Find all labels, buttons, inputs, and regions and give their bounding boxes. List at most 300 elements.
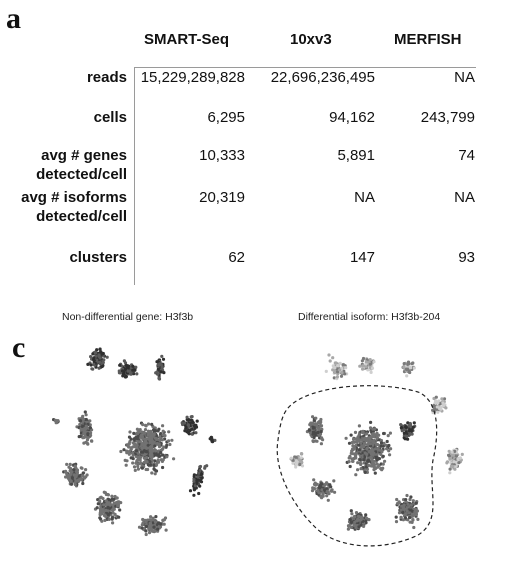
cell-point bbox=[167, 430, 170, 433]
cell-point bbox=[385, 447, 388, 450]
cell-point bbox=[161, 424, 164, 427]
cell-cluster bbox=[75, 410, 93, 445]
cell-point bbox=[139, 461, 142, 464]
table-cell: 5,891 bbox=[337, 147, 375, 164]
cell-point bbox=[141, 423, 144, 426]
table-cell: NA bbox=[354, 189, 375, 206]
cell-point bbox=[115, 501, 118, 504]
cell-point bbox=[197, 472, 200, 475]
cell-cluster bbox=[181, 415, 199, 436]
cell-point bbox=[79, 419, 82, 422]
cell-point bbox=[162, 445, 165, 448]
cell-point bbox=[99, 510, 102, 513]
cell-point bbox=[162, 433, 165, 436]
cell-point bbox=[338, 368, 341, 371]
cell-point bbox=[348, 460, 351, 463]
cell-point bbox=[369, 363, 372, 366]
cell-point bbox=[347, 525, 350, 528]
cell-point bbox=[374, 472, 377, 475]
cell-point bbox=[149, 522, 152, 525]
cell-point bbox=[165, 529, 168, 532]
cell-point bbox=[376, 466, 379, 469]
cell-point bbox=[339, 362, 342, 365]
cell-point bbox=[186, 416, 189, 419]
column-header-10xv3: 10xv3 bbox=[290, 31, 332, 48]
table-cell: 147 bbox=[349, 249, 375, 266]
cell-point bbox=[192, 480, 195, 483]
cell-cluster bbox=[94, 491, 122, 525]
cell-point bbox=[74, 483, 77, 486]
cell-point bbox=[86, 432, 89, 435]
cell-point bbox=[189, 489, 192, 492]
cell-point bbox=[314, 417, 317, 420]
cell-point bbox=[152, 467, 155, 470]
cell-point bbox=[333, 491, 336, 494]
cell-point bbox=[145, 447, 148, 450]
cell-point bbox=[155, 370, 158, 373]
cell-point bbox=[375, 443, 378, 446]
table-cell: 6,295 bbox=[207, 109, 245, 126]
cell-point bbox=[152, 526, 155, 529]
cell-point bbox=[355, 511, 358, 514]
cell-point bbox=[163, 518, 166, 521]
cell-point bbox=[135, 449, 138, 452]
cell-point bbox=[395, 520, 398, 523]
cell-point bbox=[156, 453, 159, 456]
cell-point bbox=[327, 353, 330, 356]
cell-point bbox=[102, 361, 105, 364]
cell-point bbox=[400, 508, 403, 511]
cell-point bbox=[324, 483, 327, 486]
table-cell: 94,162 bbox=[329, 109, 375, 126]
cell-point bbox=[162, 371, 165, 374]
cell-point bbox=[143, 461, 146, 464]
cell-point bbox=[308, 429, 311, 432]
cell-point bbox=[403, 504, 406, 507]
cell-point bbox=[192, 494, 195, 497]
cell-point bbox=[147, 463, 150, 466]
cell-point bbox=[415, 502, 418, 505]
cell-point bbox=[371, 367, 374, 370]
cell-point bbox=[340, 371, 343, 374]
table-vertical-rule bbox=[134, 67, 135, 285]
cell-point bbox=[131, 451, 134, 454]
cell-point bbox=[131, 365, 134, 368]
cell-point bbox=[439, 408, 442, 411]
cell-point bbox=[412, 499, 415, 502]
row-label-line: reads bbox=[86, 69, 127, 86]
cell-point bbox=[380, 468, 383, 471]
cell-point bbox=[412, 526, 415, 529]
cell-point bbox=[125, 451, 128, 454]
cell-point bbox=[328, 483, 331, 486]
cell-point bbox=[65, 463, 68, 466]
cell-point bbox=[395, 516, 398, 519]
cell-point bbox=[85, 413, 88, 416]
cell-point bbox=[300, 452, 303, 455]
cell-cluster bbox=[52, 418, 60, 424]
cell-point bbox=[352, 441, 355, 444]
cell-point bbox=[355, 440, 358, 443]
cell-point bbox=[312, 478, 315, 481]
cell-point bbox=[406, 503, 409, 506]
cell-point bbox=[358, 433, 361, 436]
cell-cluster bbox=[395, 494, 420, 529]
cell-point bbox=[320, 436, 323, 439]
cell-cluster bbox=[154, 355, 165, 381]
cell-point bbox=[136, 459, 139, 462]
cell-point bbox=[311, 415, 314, 418]
cell-point bbox=[398, 511, 401, 514]
cell-point bbox=[380, 441, 383, 444]
cell-point bbox=[359, 458, 362, 461]
cell-cluster bbox=[189, 464, 208, 497]
cell-point bbox=[98, 361, 101, 364]
column-header-smart-seq: SMART-Seq bbox=[144, 31, 230, 48]
cell-point bbox=[399, 516, 402, 519]
cell-point bbox=[154, 472, 157, 475]
cell-point bbox=[362, 438, 365, 441]
cell-point bbox=[408, 429, 411, 432]
cell-point bbox=[79, 435, 82, 438]
cell-point bbox=[77, 479, 80, 482]
cell-point bbox=[361, 368, 364, 371]
cell-point bbox=[133, 445, 136, 448]
cell-point bbox=[111, 518, 114, 521]
cell-point bbox=[116, 496, 119, 499]
cell-point bbox=[329, 359, 332, 362]
panel-letter-c: c bbox=[12, 331, 26, 364]
cell-point bbox=[90, 363, 93, 366]
cell-point bbox=[105, 499, 108, 502]
panel-letter-a: a bbox=[6, 2, 21, 35]
cell-point bbox=[132, 432, 135, 435]
cell-point bbox=[111, 521, 114, 524]
cell-point bbox=[362, 525, 365, 528]
cell-point bbox=[367, 436, 370, 439]
cell-point bbox=[295, 459, 298, 462]
cell-point bbox=[150, 471, 153, 474]
cell-point bbox=[345, 437, 348, 440]
cell-point bbox=[344, 366, 347, 369]
cell-point bbox=[148, 531, 151, 534]
cell-point bbox=[149, 449, 152, 452]
cell-point bbox=[141, 522, 144, 525]
cell-point bbox=[332, 479, 335, 482]
cell-cluster bbox=[290, 452, 305, 469]
cell-point bbox=[459, 456, 462, 459]
cell-point bbox=[398, 501, 401, 504]
cell-point bbox=[376, 463, 379, 466]
table-cell: 93 bbox=[458, 249, 475, 266]
cell-point bbox=[371, 435, 374, 438]
cell-point bbox=[144, 529, 147, 532]
cell-cluster bbox=[347, 509, 371, 531]
cell-point bbox=[118, 508, 121, 511]
cell-point bbox=[313, 487, 316, 490]
cell-point bbox=[319, 425, 322, 428]
cell-point bbox=[375, 432, 378, 435]
cell-point bbox=[356, 468, 359, 471]
cell-point bbox=[291, 462, 294, 465]
cell-point bbox=[165, 455, 168, 458]
cell-point bbox=[413, 421, 416, 424]
cell-point bbox=[411, 521, 414, 524]
cell-point bbox=[362, 364, 365, 367]
table-cell: NA bbox=[454, 69, 475, 86]
cell-point bbox=[388, 453, 391, 456]
cell-point bbox=[118, 364, 121, 367]
cell-point bbox=[369, 421, 372, 424]
cell-point bbox=[389, 447, 392, 450]
cell-point bbox=[162, 430, 165, 433]
cell-point bbox=[372, 468, 375, 471]
cell-point bbox=[83, 427, 86, 430]
cell-point bbox=[94, 351, 97, 354]
cell-cluster bbox=[62, 463, 89, 488]
cell-point bbox=[409, 422, 412, 425]
cell-point bbox=[126, 443, 129, 446]
cell-point bbox=[157, 428, 160, 431]
cell-point bbox=[103, 519, 106, 522]
cell-point bbox=[312, 440, 315, 443]
cell-point bbox=[411, 518, 414, 521]
cell-point bbox=[196, 420, 199, 423]
cell-point bbox=[295, 463, 298, 466]
row-label-line: avg # isoforms bbox=[21, 189, 127, 206]
row-label-line: detected/cell bbox=[36, 208, 127, 225]
cell-point bbox=[184, 427, 187, 430]
cell-point bbox=[389, 432, 392, 435]
cell-point bbox=[148, 525, 151, 528]
cell-point bbox=[122, 448, 125, 451]
cell-point bbox=[190, 432, 193, 435]
cell-point bbox=[105, 493, 108, 496]
cell-cluster bbox=[306, 415, 324, 445]
cell-point bbox=[320, 430, 323, 433]
cell-point bbox=[408, 433, 411, 436]
cell-point bbox=[112, 498, 115, 501]
cell-point bbox=[347, 528, 350, 531]
cell-point bbox=[89, 426, 92, 429]
cell-point bbox=[325, 370, 328, 373]
cell-point bbox=[333, 369, 336, 372]
cell-point bbox=[92, 363, 95, 366]
cell-point bbox=[163, 523, 166, 526]
cell-point bbox=[312, 427, 315, 430]
cell-cluster bbox=[431, 396, 448, 415]
cell-point bbox=[365, 360, 368, 363]
cell-point bbox=[205, 464, 208, 467]
cell-point bbox=[400, 426, 403, 429]
cell-point bbox=[190, 419, 193, 422]
cell-point bbox=[320, 442, 323, 445]
cell-point bbox=[405, 430, 408, 433]
cell-point bbox=[165, 444, 168, 447]
cell-cluster bbox=[402, 361, 416, 378]
cell-point bbox=[366, 460, 369, 463]
row-label-line: clusters bbox=[69, 249, 127, 266]
cell-point bbox=[158, 377, 161, 380]
cell-point bbox=[408, 511, 411, 514]
cell-point bbox=[139, 458, 142, 461]
row-label-cells bbox=[94, 108, 127, 127]
cell-point bbox=[358, 424, 361, 427]
cell-point bbox=[319, 420, 322, 423]
cell-cluster bbox=[358, 357, 375, 374]
cell-point bbox=[405, 435, 408, 438]
cell-point bbox=[131, 461, 134, 464]
cell-point bbox=[211, 440, 214, 443]
cell-point bbox=[84, 468, 87, 471]
cell-point bbox=[143, 440, 146, 443]
cell-point bbox=[350, 512, 353, 515]
cell-point bbox=[125, 375, 128, 378]
cell-point bbox=[110, 495, 113, 498]
cell-point bbox=[380, 450, 383, 453]
table-cell: NA bbox=[454, 189, 475, 206]
cell-point bbox=[78, 423, 81, 426]
cell-point bbox=[88, 419, 91, 422]
cell-point bbox=[140, 434, 143, 437]
cell-point bbox=[155, 437, 158, 440]
table-cell: 74 bbox=[458, 147, 475, 164]
cell-point bbox=[127, 365, 130, 368]
cell-point bbox=[187, 431, 190, 434]
cell-point bbox=[158, 362, 161, 365]
cell-point bbox=[330, 490, 333, 493]
row-label-reads bbox=[87, 68, 127, 87]
cell-point bbox=[147, 422, 150, 425]
cell-point bbox=[84, 475, 87, 478]
cell-point bbox=[353, 515, 356, 518]
cell-point bbox=[73, 473, 76, 476]
right-plot-title: Differential isoform: H3f3b-204 bbox=[298, 311, 441, 323]
cell-point bbox=[363, 443, 366, 446]
cell-point bbox=[376, 436, 379, 439]
cell-point bbox=[413, 366, 416, 369]
cell-point bbox=[143, 457, 146, 460]
cell-point bbox=[71, 476, 74, 479]
cell-cluster bbox=[138, 515, 168, 536]
cell-point bbox=[160, 448, 163, 451]
cell-point bbox=[160, 355, 163, 358]
cell-point bbox=[136, 428, 139, 431]
cell-point bbox=[105, 509, 108, 512]
cell-point bbox=[361, 430, 364, 433]
cell-point bbox=[371, 460, 374, 463]
cell-point bbox=[157, 521, 160, 524]
cell-point bbox=[98, 355, 101, 358]
cell-point bbox=[82, 418, 85, 421]
cell-point bbox=[411, 361, 414, 364]
cell-point bbox=[92, 356, 95, 359]
cell-point bbox=[350, 452, 353, 455]
cell-point bbox=[436, 411, 439, 414]
cell-point bbox=[161, 438, 164, 441]
table-cell: 62 bbox=[228, 249, 245, 266]
cell-point bbox=[197, 492, 200, 495]
cell-point bbox=[294, 465, 297, 468]
cell-point bbox=[448, 471, 451, 474]
cell-point bbox=[67, 474, 70, 477]
cell-point bbox=[128, 430, 131, 433]
cell-point bbox=[314, 432, 317, 435]
cell-point bbox=[68, 478, 71, 481]
cell-point bbox=[187, 423, 190, 426]
cell-point bbox=[413, 513, 416, 516]
cell-point bbox=[146, 468, 149, 471]
cell-point bbox=[407, 361, 410, 364]
cell-point bbox=[134, 366, 137, 369]
cell-point bbox=[108, 498, 111, 501]
cell-point bbox=[319, 495, 322, 498]
cell-point bbox=[445, 461, 448, 464]
cell-point bbox=[145, 525, 148, 528]
cell-point bbox=[367, 464, 370, 467]
cell-point bbox=[353, 447, 356, 450]
table-cell: 20,319 bbox=[199, 189, 245, 206]
cell-point bbox=[102, 503, 105, 506]
cell-point bbox=[314, 484, 317, 487]
cell-point bbox=[157, 458, 160, 461]
cell-point bbox=[137, 456, 140, 459]
cell-point bbox=[98, 500, 101, 503]
table-cell: 10,333 bbox=[199, 147, 245, 164]
cell-point bbox=[354, 526, 357, 529]
cell-cluster bbox=[119, 422, 175, 476]
cell-point bbox=[132, 441, 135, 444]
cell-point bbox=[84, 410, 87, 413]
cell-point bbox=[70, 483, 73, 486]
cell-point bbox=[404, 512, 407, 515]
cell-point bbox=[435, 396, 438, 399]
cell-point bbox=[80, 466, 83, 469]
cell-point bbox=[318, 491, 321, 494]
cell-point bbox=[373, 439, 376, 442]
table-cell: 15,229,289,828 bbox=[140, 69, 245, 86]
cell-point bbox=[378, 449, 381, 452]
cell-point bbox=[141, 437, 144, 440]
cell-point bbox=[87, 436, 90, 439]
cell-point bbox=[416, 518, 419, 521]
cell-point bbox=[374, 448, 377, 451]
cell-point bbox=[145, 533, 148, 536]
cell-cluster bbox=[86, 347, 108, 370]
cell-point bbox=[404, 498, 407, 501]
cell-point bbox=[100, 520, 103, 523]
cell-point bbox=[181, 423, 184, 426]
cell-point bbox=[349, 518, 352, 521]
cell-point bbox=[402, 366, 405, 369]
tsne-plot-isoform bbox=[268, 330, 483, 555]
cell-point bbox=[350, 521, 353, 524]
cell-point bbox=[153, 459, 156, 462]
row-label-clusters bbox=[69, 248, 127, 267]
cell-point bbox=[358, 365, 361, 368]
cell-point bbox=[370, 464, 373, 467]
cell-point bbox=[55, 421, 58, 424]
cell-point bbox=[318, 486, 321, 489]
cell-point bbox=[382, 463, 385, 466]
cell-point bbox=[141, 467, 144, 470]
cell-point bbox=[99, 513, 102, 516]
cell-point bbox=[168, 443, 171, 446]
cell-point bbox=[155, 360, 158, 363]
cell-point bbox=[373, 463, 376, 466]
cell-point bbox=[154, 515, 157, 518]
cell-point bbox=[370, 371, 373, 374]
